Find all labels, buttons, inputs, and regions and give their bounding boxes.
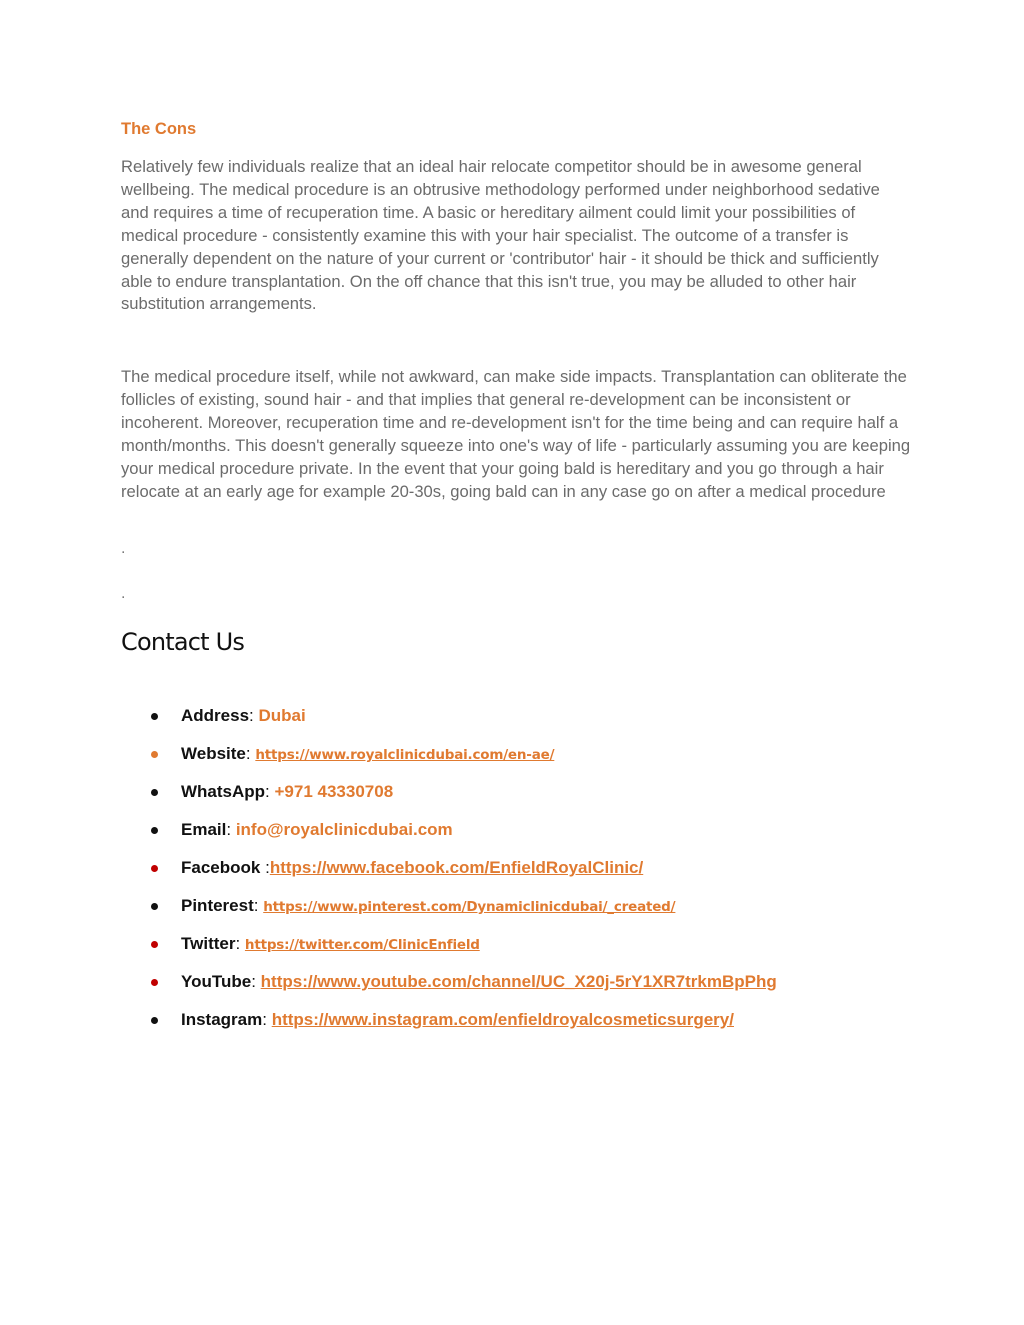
bullet-icon — [151, 979, 158, 986]
contact-item-instagram — [121, 1004, 777, 1042]
contact-item-facebook — [121, 852, 777, 890]
address-value: Dubai — [258, 706, 306, 725]
bullet-icon — [151, 751, 158, 758]
bullet-icon — [151, 713, 158, 720]
label-separator: : — [249, 706, 259, 725]
instagram-link[interactable]: https://www.instagram.com/enfieldroyalcosmeticsurgery/ — [271, 1010, 734, 1029]
contact-item-twitter — [121, 928, 777, 966]
contact-label: YouTube — [181, 972, 252, 991]
whatsapp-value: +971 43330708 — [274, 782, 394, 801]
paragraph: Relatively few individuals realize that an ideal hair relocate competitor should be in awesome general wellbeing. The medical procedure is an obtrusive methodology performed under neighborhood sedative and requires a time of recuperation time. A basic or hereditary ailment could limit your possibilities of medical procedure - consistently examine this with your hair specialist. The outcome of a transfer is generally dependent on the nature of your current or 'contributor' hair - it should be thick and sufficiently able to endure transplantation. On the off chance that this isn't true, you may be alluded to other hair substitution arrangements. — [121, 157, 880, 314]
label-separator: : — [253, 896, 264, 915]
bullet-icon — [151, 1017, 158, 1024]
label-separator: : — [235, 934, 245, 953]
contact-label: Facebook — [181, 858, 261, 877]
contact-label: Instagram — [181, 1010, 263, 1029]
bullet-icon — [151, 827, 158, 834]
contact-item-pinterest — [121, 890, 777, 928]
label-separator: : — [226, 820, 236, 839]
paragraph: The medical procedure itself, while not awkward, can make side impacts. Transplantation can obliterate the follicles of existing, sound hair - and that implies that general re-development can be inconsistent or incoherent. Moreover, recuperation time and re-development isn't for the time being and can require half a month/months. This doesn't generally squeeze into one's way of life - particularly assuming you are keeping your medical procedure private. In the event that your going bald is hereditary and you go through a hair relocate at an early age for example 20-30s, going bald can in any case go on after a medical procedure — [121, 367, 911, 501]
label-separator: : — [260, 858, 270, 877]
email-value: info@royalclinicdubai.com — [235, 820, 453, 839]
contact-item-address — [121, 700, 777, 738]
section-heading-cons: The Cons — [121, 120, 197, 138]
bullet-icon — [151, 789, 158, 796]
youtube-link[interactable]: https://www.youtube.com/channel/UC_X20j-5rY1XR7trkmBpPhg — [260, 972, 777, 991]
bullet-icon — [151, 865, 158, 872]
contact-item-whatsapp — [121, 776, 777, 814]
contact-label: Address — [181, 706, 250, 725]
contact-list — [121, 700, 777, 1042]
contact-label: Pinterest — [181, 896, 254, 915]
contact-item-website — [121, 738, 777, 776]
separator-dot: . — [121, 540, 126, 557]
contact-label: Website — [181, 744, 246, 763]
label-separator: : — [265, 782, 275, 801]
website-link[interactable]: https://www.royalclinicdubai.com/en-ae/ — [255, 747, 555, 763]
contact-label: Email — [181, 820, 227, 839]
contact-label: Twitter — [181, 934, 236, 953]
contact-label: WhatsApp — [181, 782, 266, 801]
bullet-icon — [151, 941, 158, 948]
contact-item-email — [121, 814, 777, 852]
label-separator: : — [262, 1010, 272, 1029]
twitter-link[interactable]: https://twitter.com/ClinicEnfield — [244, 937, 480, 953]
label-separator: : — [251, 972, 261, 991]
separator-dot: . — [121, 585, 126, 602]
facebook-link[interactable]: https://www.facebook.com/EnfieldRoyalClinic/ — [269, 858, 644, 877]
pinterest-link[interactable]: https://www.pinterest.com/Dynamiclinicdubai/_created/ — [263, 899, 676, 915]
bullet-icon — [151, 903, 158, 910]
contact-us-heading: Contact Us — [121, 628, 245, 656]
contact-item-youtube — [121, 966, 777, 1004]
label-separator: : — [245, 744, 256, 763]
